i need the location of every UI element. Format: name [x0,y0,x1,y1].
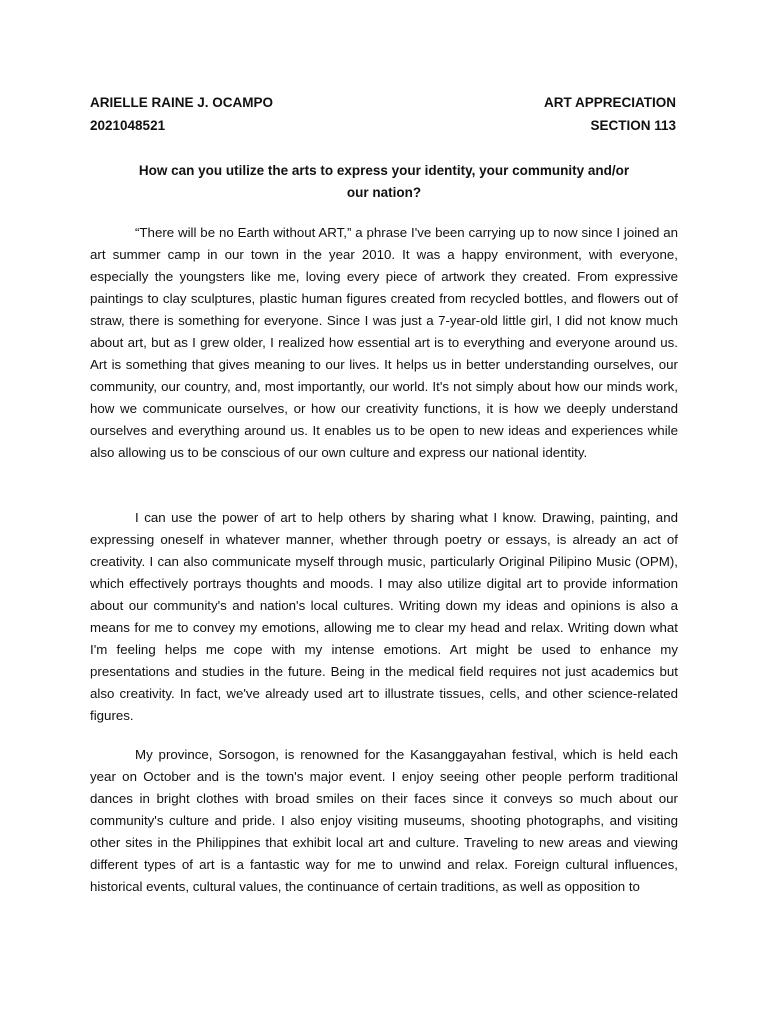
essay-paragraph-1: “There will be no Earth without ART,” a phrase I've been carrying up to now since I joined an art summer camp in our town in the year 2010. It was a happy environment, with everyone, especially the youngsters like me, loving every piece of artwork they created. From expressive paintings to clay sculptures, plastic human figures created from recycled bottles, and flowers out of straw, there is something for everyone. Since I was just a 7-year-old little girl, I did not know much about art, but as I grew older, I realized how essential art is to everything and everyone around us. Art is something that gives meaning to our lives. It helps us in better understanding ourselves, our community, our country, and, most importantly, our world. It's not simply about how our minds work, how we communicate ourselves, or how our creativity functions, it is how we deeply understand ourselves and everything around us. It enables us to be open to new ideas and experiences while also allowing us to be conscious of our own culture and express our national identity. [90,225,678,460]
section-label: SECTION 113 [590,118,676,133]
essay-question: How can you utilize the arts to express your identity, your community and/or our nation? [138,163,630,200]
student-number: 2021048521 [90,118,166,133]
header-row-top [90,95,676,111]
essay-paragraph-2: I can use the power of art to help others by sharing what I know. Drawing, painting, and expressing oneself in whatever manner, whether through poetry or essays, is already an act of creativity. I can also communicate myself through music, particularly Original Pilipino Music (OPM), which effectively portrays thoughts and moods. I may also utilize digital art to provide information about our community's and nation's local cultures. Writing down my ideas and opinions is also a means for me to convey my emotions, allowing me to clear my head and relax. Writing down what I'm feeling helps me cope with my intense emotions. Art might be used to enhance my presentations and studies in the future. Being in the medical field requires not just academics but also creativity. In fact, we've already used art to illustrate tissues, cells, and other science-related figures. [90,510,678,723]
essay-paragraph-3: My province, Sorsogon, is renowned for the Kasanggayahan festival, which is held each year on October and is the town's major event. I enjoy seeing other people perform traditional dances in bright clothes with broad smiles on their faces since it conveys so much about our community's culture and pride. I also enjoy visiting museums, shooting photographs, and visiting other sites in the Philippines that exhibit local art and culture. Traveling to new areas and viewing different types of art is a fantastic way for me to unwind and relax. Foreign cultural influences, historical events, cultural values, the continuance of certain traditions, as well as opposition to [90,747,678,894]
author-name: ARIELLE RAINE J. OCAMPO [90,95,274,110]
course-title: ART APPRECIATION [543,95,676,110]
header-row-bottom [90,118,676,134]
